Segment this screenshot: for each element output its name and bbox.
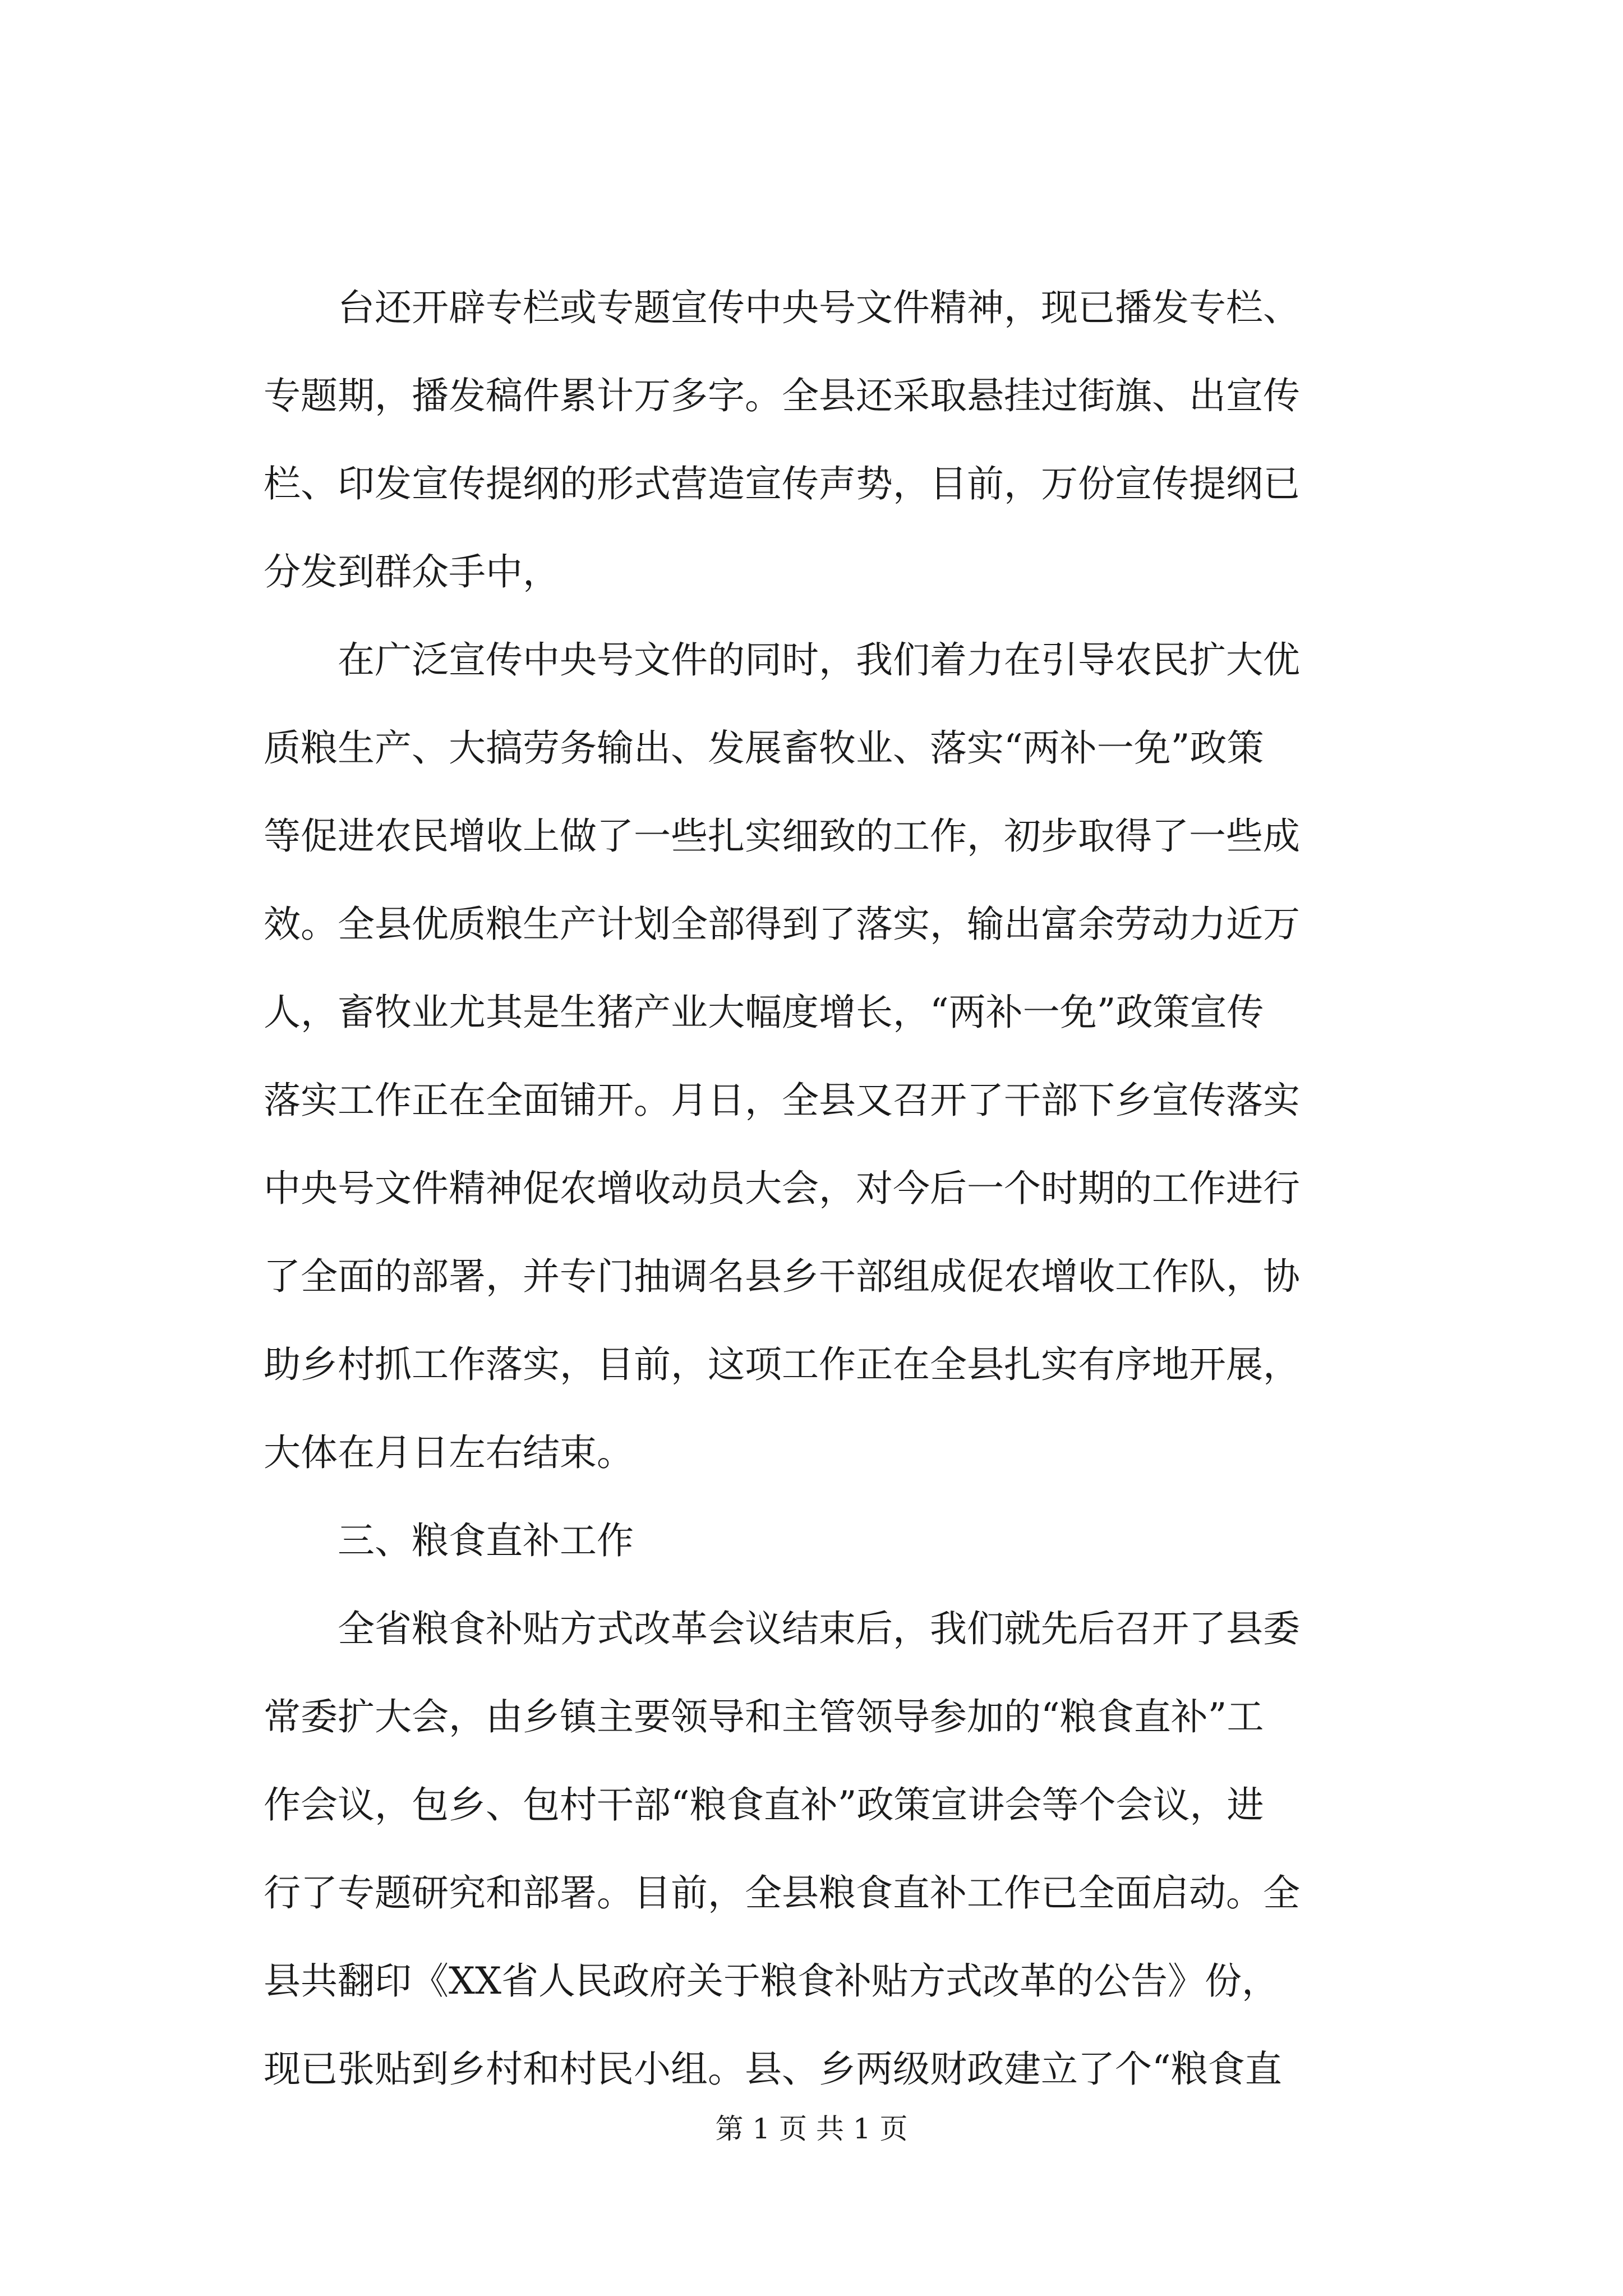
text-line: 人，畜牧业尤其是生猪产业大幅度增长，“两补一免”政策宣传 <box>264 991 1264 1034</box>
text-line: 在广泛宣传中央号文件的同时，我们着力在引导农民扩大优 <box>264 638 1300 682</box>
body-text <box>264 264 1436 2113</box>
text-line: 专题期，播发稿件累计万多字。全县还采取悬挂过街旗、出宣传 <box>264 374 1300 417</box>
text-line: 助乡村抓工作落实，目前，这项工作正在全县扎实有序地开展， <box>264 1343 1300 1386</box>
text-line: 行了专题研究和部署。目前，全县粮食直补工作已全面启动。全 <box>264 1871 1300 1915</box>
text-line: 了全面的部署，并专门抽调名县乡干部组成促农增收工作队，协 <box>264 1255 1300 1298</box>
text-line: 质粮生产、大搞劳务输出、发展畜牧业、落实“两补一免”政策 <box>264 726 1264 770</box>
page-footer: 第 1 页 共 1 页 <box>715 2113 908 2145</box>
text-line: 县共翻印《XX省人民政府关于粮食补贴方式改革的公告》份， <box>264 1959 1279 2003</box>
text-line: 分发到群众手中， <box>264 550 560 593</box>
text-line: 现已张贴到乡村和村民小组。县、乡两级财政建立了个“粮食直 <box>264 2047 1282 2091</box>
text-line: 全省粮食补贴方式改革会议结束后，我们就先后召开了县委 <box>264 1607 1300 1650</box>
text-line: 常委扩大会，由乡镇主要领导和主管领导参加的“粮食直补”工 <box>264 1695 1264 1738</box>
text-line: 中央号文件精神促农增收动员大会，对今后一个时期的工作进行 <box>264 1167 1300 1210</box>
text-line: 台还开辟专栏或专题宣传中央号文件精神，现已播发专栏、 <box>264 286 1300 329</box>
text-line: 落实工作正在全面铺开。月日，全县又召开了干部下乡宣传落实 <box>264 1079 1300 1122</box>
text-line: 等促进农民增收上做了一些扎实细致的工作，初步取得了一些成 <box>264 815 1300 858</box>
text-line: 大体在月日左右结束。 <box>264 1431 634 1474</box>
text-line: 作会议，包乡、包村干部“粮食直补”政策宣讲会等个会议，进 <box>264 1783 1264 1826</box>
text-line: 效。全县优质粮生产计划全部得到了落实，输出富余劳动力近万 <box>264 903 1300 946</box>
section-heading: 三、粮食直补工作 <box>264 1519 634 1562</box>
text-line: 栏、印发宣传提纲的形式营造宣传声势，目前，万份宣传提纲已 <box>264 462 1300 505</box>
